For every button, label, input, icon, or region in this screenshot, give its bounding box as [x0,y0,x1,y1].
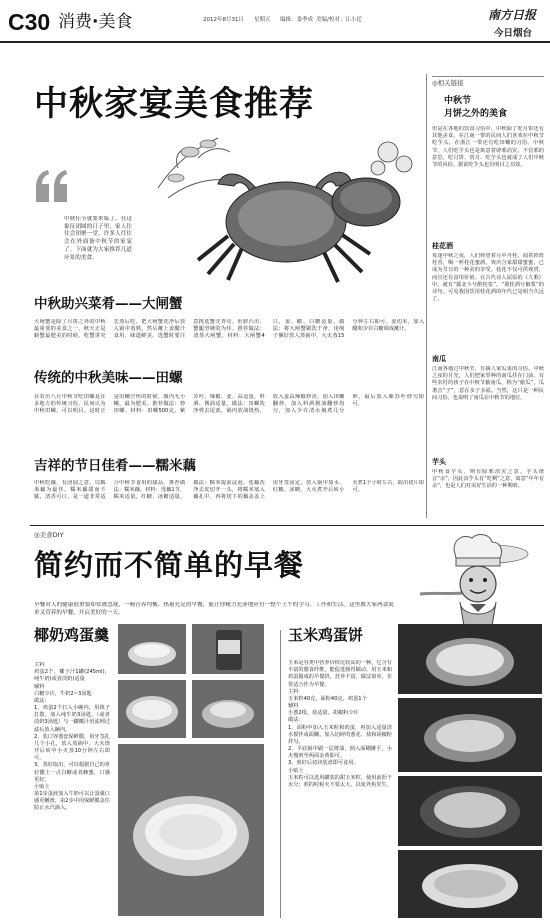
recipe-title-corn-egg: 玉米鸡蛋饼 [288,626,364,644]
dish-article-snail [34,370,424,460]
photo-steaming [192,680,264,738]
quote-mark-icon [34,168,70,204]
recipe-text-corn-egg: 玉米是谷类中营养价值比较高的一种，它含有丰富的膳食纤维，能促进肠胃蠕动。用玉米和鸡蛋做成的早餐饼，营养丰富，做法简单，非常适合作为早餐。 主料 玉米粒40克，面粉40克，鸡蛋1个 辅料 小葱2根，盐适量，胡椒粉少许 做法： 1、面粉中加入玉米粒和鸡蛋，再加入适量清水搅拌成面糊，加入切碎的葱花、盐和胡椒粉拌匀。 2、平底锅中刷一层薄油，倒入面糊摊平，小火慢煎至两面金黄即可。 3、煎好后切块装盘即可食用。 小贴士 玉米粒可以选用罐装的甜玉米粒，使用前沥干水分；煎的时候火不要太大，以免外焦里生。 [288,660,392,788]
photo-batter-mix [398,698,542,772]
crab-illustration [138,128,426,288]
main-headline: 中秋家宴美食推荐 [34,84,314,124]
sidebar-paragraph-3: 江南各地过中秋节，有摘人家瓜果的习俗。中秋之夜的月光，人们把家里种的南瓜挂在门前。有些农村的孩子在中秋节偷南瓜，称为“偷瓜”，瓜谐音“子”，意在多子多福。当然，这只是一种民间习俗，也说明了南瓜在中秋节的地位。 [432,366,544,401]
sidebar-divider [426,74,427,518]
sidebar-heading-2: 桂花酒 [432,242,453,250]
publish-weekday: 星期五 [254,17,271,23]
diy-intro: 早餐对人的健康很重要却常被忽视，一顿营养均衡、热量充足的早餐，能让你精力充沛地应付一整个上午的学习、工作和生活。这里教大家两款简单又营养的早餐，开启美好的一天。 [34,602,394,616]
chef-illustration [400,532,536,628]
recipe-corn-egg [288,622,398,922]
recipe-title-coconut-egg: 椰奶鸡蛋羹 [34,626,110,644]
photo-corn-flour [398,624,542,694]
recipe-photos-corn-egg [398,624,544,920]
diy-tag: ◎美食DIY [34,531,64,539]
dish-text-lotus: 中秋吃藕，有团圆之意，以糯米藕为最佳。糯米藕甜而不腻，清香可口，是一道非常适合中秋节食用的甜品。推荐做法：糯米藕。材料：莲藕1节，糯米适量，红糖、冰糖适量。做法：糯米提前浸泡，莲藕洗净去皮切开一头，将糯米塞入藕孔中，再将切下的藕盖盖上用牙签固定。放入锅中加水、红糖、冰糖，大火煮开后转小火煮1个小时左右，取出切片即可。 [34,480,424,501]
sidebar [432,48,544,518]
diy-headline: 简约而不简单的早餐 [34,548,305,582]
section-food: 美食 [98,12,133,32]
section-dot: · [92,12,99,32]
sidebar-paragraph-1: 但是在各地的饮食习俗中，中秋除了吃月饼还有其他美食。在江南一带的民间人们喜欢在中秋节吃芋头，在浙江一带还有吃田螺的习俗。中秋节，人们吃芋头也是寓意着辟邪消灾、不信邪的意思，吃月饼、赏月、吃芋头也就成了人们中秋节的风俗。据说吃芋头也有明目之功效。 [432,126,544,168]
dish-title-crab: 中秋助兴菜肴——大闸蟹 [34,296,183,312]
section-consumer: 消费 [58,12,92,32]
dish-text-crab: 大闸蟹是除了月饼之外的中秋最重要的美食之一，秋天正是螃蟹最肥美的时候。吃蟹讲究先蒸后吃，把大闸蟹洗净后放入锅中蒸熟，然后蘸上姜醋汁食用，味道鲜美。选蟹时要注意挑选蟹壳青亮、肚脐凸出、蟹腿坚硬的为佳。推荐做法：清蒸大闸蟹。材料：大闸蟹4只，姜、醋、白糖适量。做法：将大闸蟹刷洗干净，用绳子捆好放入蒸锅中，大火蒸15分钟左右即可。姜切末，加入醋和少许白糖调成蘸汁。 [34,319,424,340]
page-number: C30 [8,9,51,35]
photo-coconut-can [192,624,264,674]
sidebar-top-rule [432,76,544,77]
hero-intro: 中秋佳节就要来临了，在这象征团圆的日子里，家人往往会团聚一堂。许多人往往会在外面备中秋节的家宴了。下面就为大家推荐几道应景的美食。 [64,216,132,261]
newspaper-logo: 南方日报 [488,8,537,22]
sidebar-title-1: 中秋节 [444,96,472,106]
sidebar-heading-3: 南瓜 [432,355,446,363]
section-divider [30,525,544,526]
recipe-divider [280,630,281,918]
sidebar-heading-4: 芋头 [432,458,446,466]
editor-credit: 编辑：娄季成 [280,17,314,23]
dish-title-snail: 传统的中秋美味——田螺 [34,370,183,386]
sidebar-title-2: 月饼之外的美食 [444,109,508,119]
header-rule [0,41,550,43]
photo-corn-pancake [398,850,542,918]
dish-text-snail: 在农历八月中秋节吃田螺是许多地方的传统习俗。民间认为中秋田螺，可以明目。这时正是田螺空怀的时候，腹内无小螺，最为肥美。推荐做法：炒田螺。材料：田螺500克，紫苏叶、辣椒、姜、蒜适量，料酒、酱油适量。做法：田螺洗净剪去尾部，锅内放油烧热，放入姜蒜辣椒炒香，加入田螺翻炒，加入料酒酱油翻炒均匀，加入少许清水焖煮几分钟，最后放入紫苏叶炒匀即可。 [34,394,424,415]
section-title [58,12,132,32]
dish-title-lotus: 吉祥的节日佳肴——糯米藕 [34,458,196,474]
designer-credit: 美编/校对：江小廷 [316,17,362,23]
photo-custard-finished [118,744,264,916]
edition-name: 今日烟台 [494,28,533,39]
publish-date: 2012年8月31日 [203,17,244,23]
photo-egg-liquid [118,680,186,738]
dish-article-crab [34,296,424,368]
photo-egg-bowl [118,624,186,674]
sidebar-tag: ◎相关链接 [432,79,464,87]
sidebar-paragraph-2: 每逢中秋之夜，人们仰望着月中丹桂，闻着阵阵桂香，喝一杯桂花蜜酒，欢庆合家甜甜蜜蜜，已成为节日的一种美的享受。桂花不仅可供观赏，而且还有食用价值。在古代诗人屈原的《九歌》中，就有“援北斗兮酌桂浆”，“奠桂酒兮椒浆”的诗句。可见我国饮用桂花酒的年代已是相当久远了。 [432,253,544,303]
recipe-text-coconut-egg: 主料 鸡蛋2个，椰子汁1罐(245ml)，纯牛奶(或者淡奶)适量 辅料 白糖少许，牛奶2~3汤匙 做法： 1、鸡蛋2个打入小碗内，用筷子打散，加入纯牛奶3汤匙，（或者淡奶3汤匙）与一罐椰汁用滤网过滤后放入碗内。 2、装口容器套保鲜膜，用牙签扎几个小孔，放入蒸锅中，大火烧开后转中小火蒸10分钟左右即可。 3、蒸好取出，可以根据自己的喜好撒上一点白糖或者蜂蜜，口感更好。 小贴士 第1步蛋液加入牛奶可以让蛋羹口感更嫩滑，第2步中用保鲜膜盖住防止水汽滴入。 [34,662,110,812]
page-header [0,0,550,44]
photo-pan-fry [398,776,542,846]
sidebar-paragraph-4: 中秋食芋头，则有除邪消灾之意。芋头谐音“余”，因此食芋头有“吃剩”之意，寓意“年年有余”，也是人们对美好生活的一种期盼。 [432,469,544,490]
dish-article-lotus [34,458,424,518]
recipe-photos-coconut-egg [118,624,268,920]
